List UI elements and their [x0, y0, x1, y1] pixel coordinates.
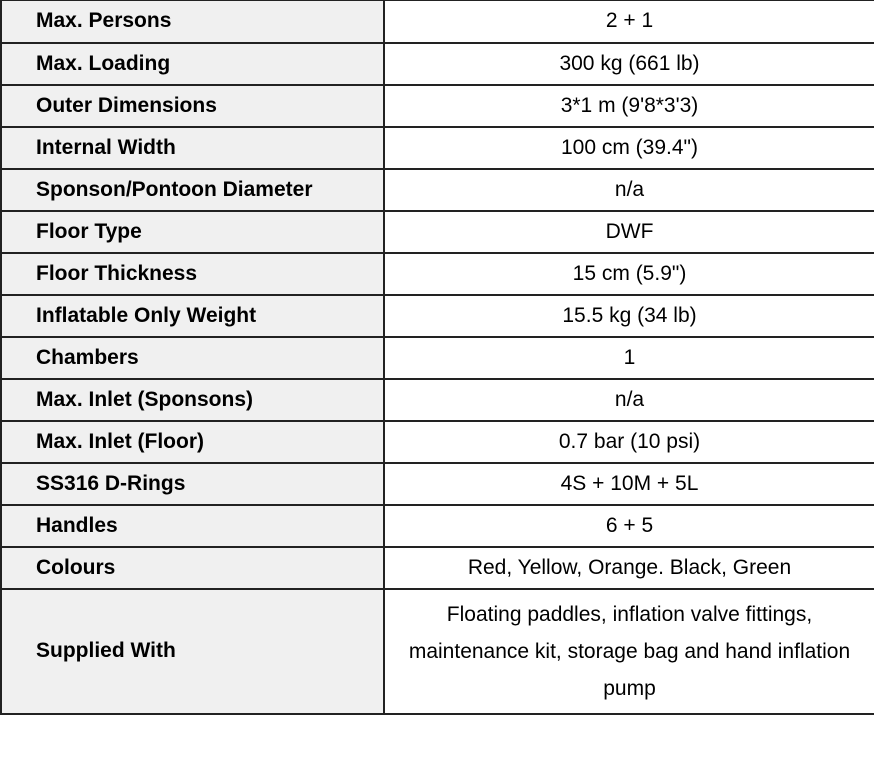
spec-value: 4S + 10M + 5L: [384, 463, 874, 505]
spec-label: Inflatable Only Weight: [1, 295, 384, 337]
spec-label: Max. Persons: [1, 1, 384, 43]
table-row: [1, 1, 874, 43]
table-row: [1, 211, 874, 253]
table-row: [1, 85, 874, 127]
table-row: [1, 379, 874, 421]
spec-label: Max. Inlet (Floor): [1, 421, 384, 463]
spec-value: 1: [384, 337, 874, 379]
spec-value: n/a: [384, 379, 874, 421]
spec-value: 15 cm (5.9"): [384, 253, 874, 295]
spec-label: Sponson/Pontoon Diameter: [1, 169, 384, 211]
table-row: [1, 505, 874, 547]
spec-label: Floor Type: [1, 211, 384, 253]
table-row: [1, 421, 874, 463]
spec-value: 2 + 1: [384, 1, 874, 43]
spec-label: Floor Thickness: [1, 253, 384, 295]
spec-label: Handles: [1, 505, 384, 547]
spec-label: Max. Inlet (Sponsons): [1, 379, 384, 421]
table-row: [1, 253, 874, 295]
table-row: [1, 43, 874, 85]
table-row: [1, 337, 874, 379]
spec-value: 6 + 5: [384, 505, 874, 547]
table-row: [1, 589, 874, 714]
spec-label: Supplied With: [1, 589, 384, 714]
table-row: [1, 127, 874, 169]
spec-label: Colours: [1, 547, 384, 589]
spec-value: n/a: [384, 169, 874, 211]
spec-label: Outer Dimensions: [1, 85, 384, 127]
spec-value: 300 kg (661 lb): [384, 43, 874, 85]
spec-value: DWF: [384, 211, 874, 253]
spec-value: Red, Yellow, Orange. Black, Green: [384, 547, 874, 589]
table-row: [1, 463, 874, 505]
spec-label: Internal Width: [1, 127, 384, 169]
spec-label: Chambers: [1, 337, 384, 379]
spec-value: 3*1 m (9'8*3'3): [384, 85, 874, 127]
spec-label: SS316 D-Rings: [1, 463, 384, 505]
spec-label: Max. Loading: [1, 43, 384, 85]
spec-value: 0.7 bar (10 psi): [384, 421, 874, 463]
table-row: [1, 295, 874, 337]
spec-value: 15.5 kg (34 lb): [384, 295, 874, 337]
spec-value: Floating paddles, inflation valve fittings, maintenance kit, storage bag and hand inflation pump: [384, 589, 874, 714]
table-row: [1, 169, 874, 211]
table-row: [1, 547, 874, 589]
spec-value: 100 cm (39.4"): [384, 127, 874, 169]
